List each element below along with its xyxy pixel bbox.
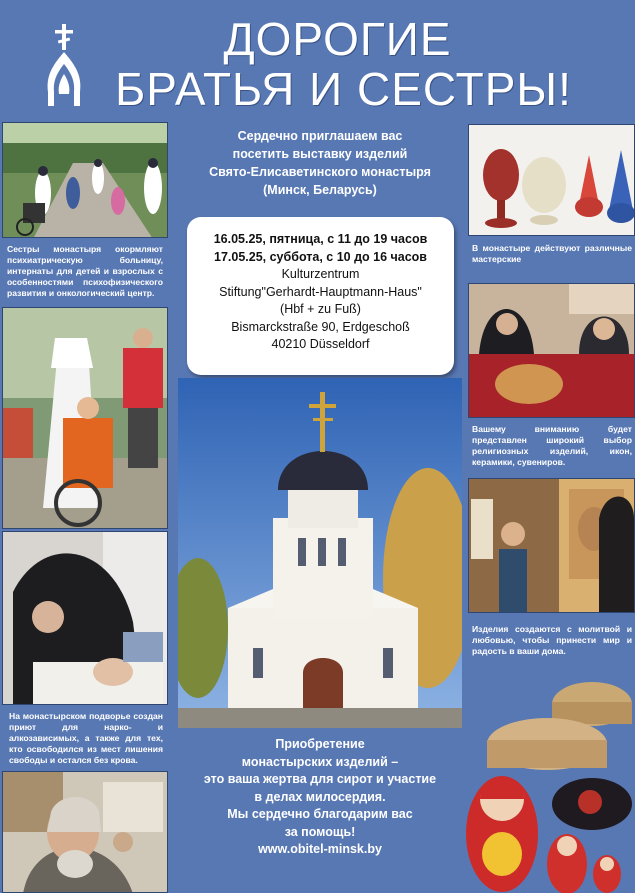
intro-line: посетить выставку изделий <box>232 147 408 161</box>
closing-line: Приобретение <box>275 737 365 751</box>
photo-church <box>178 378 462 728</box>
closing-line: монастырских изделий – <box>241 754 399 769</box>
photo-sisters-walking <box>2 122 168 238</box>
caption-prayer: Изделия создаются с молитвой и любовью, чтобы принести мир и радость в ваши дома. <box>472 624 632 656</box>
title-line-2: БРАТЬЯ И СЕСТРЫ! <box>115 63 572 115</box>
photo-ceramic-eggs <box>468 124 635 236</box>
photo-sister-with-wheelchair <box>2 307 168 529</box>
venue-city: 40210 Düsseldorf <box>271 337 370 351</box>
event-date-saturday: 17.05.25, суббота, с 10 до 16 часов <box>214 249 427 264</box>
venue-street: Bismarckstraße 90, Erdgeschoß <box>231 319 410 334</box>
caption-hospital-care: Сестры монастыря окормляют психиатрическую больницу, интернаты для детей и взрослых с особенностями психофизического развития и онкологический центр. <box>7 244 163 298</box>
title-line-1: ДОРОГИЕ <box>223 13 452 65</box>
caption-product-range: Вашему вниманию будет представлен широкий выбор религиозных изделий, икон, керамики, сувениров. <box>472 424 632 467</box>
caption-shelter: На монастырском подворье создан приют для нарко- и алкозависимых, а также для тех, кто освободился из мест лишения свободы и остался без крова. <box>9 711 163 765</box>
intro-text <box>190 127 450 199</box>
intro-line: Сердечно приглашаем вас <box>237 129 403 143</box>
intro-line: (Минск, Беларусь) <box>263 183 377 197</box>
photo-embroidery-workshop <box>468 283 635 418</box>
venue-directions: (Hbf + zu Fuß) <box>280 302 361 316</box>
intro-line: Свято-Елисаветинского монастыря <box>209 165 431 179</box>
photo-sister-caring-patient <box>2 531 168 705</box>
closing-text <box>185 736 455 859</box>
photo-icon-painting-workshop <box>468 478 635 613</box>
caption-workshops: В монастыре действуют различные мастерские <box>472 243 632 264</box>
event-date-friday: 16.05.25, пятница, с 11 до 19 часов <box>213 232 428 246</box>
closing-line: это ваша жертва для сирот и участие <box>203 772 437 786</box>
event-info-box <box>187 217 454 375</box>
photo-matryoshka-boxes <box>462 674 635 893</box>
venue-foundation: Stiftung"Gerhardt-Hauptmann-Haus" <box>219 284 422 299</box>
closing-line: в делах милосердия. <box>254 789 386 804</box>
venue-name: Kulturzentrum <box>281 267 360 281</box>
closing-line: Мы сердечно благодарим вас <box>227 807 413 821</box>
photo-shelter-man <box>2 771 168 893</box>
closing-line: за помощь! <box>284 824 356 839</box>
website-link[interactable]: www.obitel-minsk.by <box>258 842 382 856</box>
